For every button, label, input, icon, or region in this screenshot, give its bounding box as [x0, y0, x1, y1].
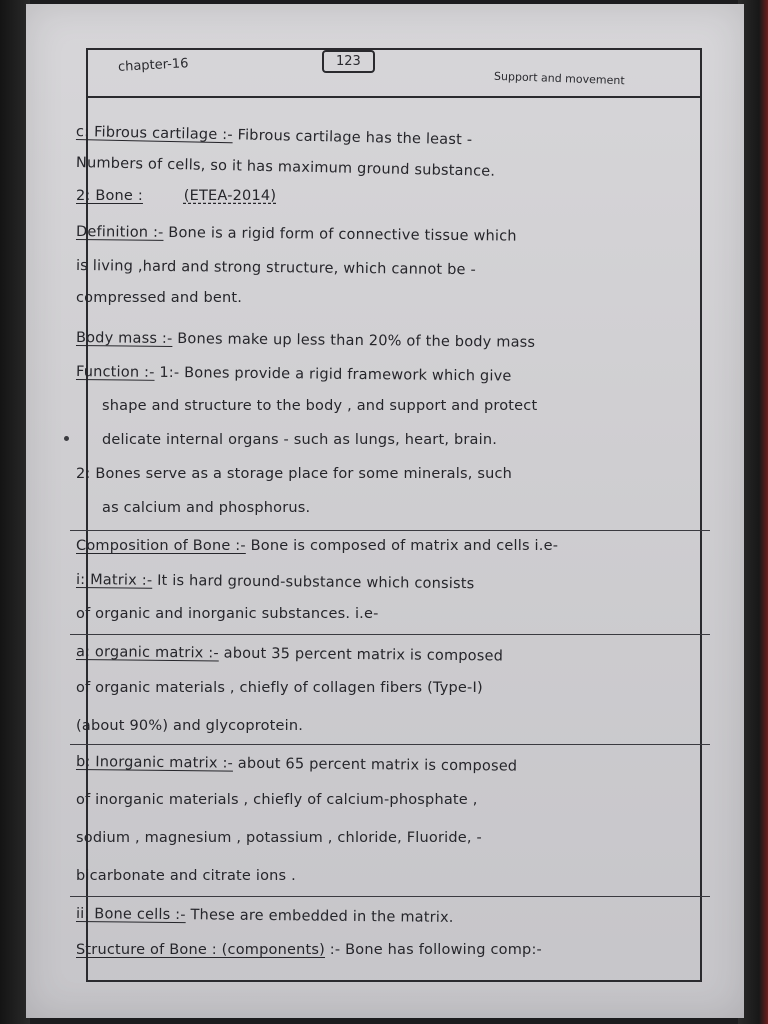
line-text: is living ,hard and strong structure, which cannot be - — [75, 258, 477, 279]
heading-definition: Definition :- — [75, 224, 164, 241]
note-line — [76, 398, 742, 414]
line-text: (about 90%) and glycoprotein. — [76, 718, 304, 734]
note-line — [76, 718, 716, 734]
note-line-structure — [76, 942, 716, 958]
line-text: Bones make up less than 20% of the body mass — [172, 331, 536, 351]
line-text: about 35 percent matrix is composed — [218, 645, 504, 665]
line-text: These are embedded in the matrix. — [185, 907, 454, 926]
note-line — [76, 792, 716, 808]
line-text: It is hard ground-substance which consists — [152, 572, 475, 593]
line-text: about 65 percent matrix is composed — [232, 755, 518, 775]
line-text: shape and structure to the body , and support and protect — [102, 398, 538, 414]
heading-matrix: i: Matrix :- — [75, 572, 153, 589]
line-text: of organic materials , chiefly of collagen fibers (Type-I) — [76, 680, 483, 696]
section-divider — [70, 634, 710, 635]
line-text: sodium , magnesium , potassium , chloride, Fluoride, - — [76, 830, 482, 846]
heading-function: Function :- — [75, 364, 155, 381]
line-text: as calcium and phosphorus. — [102, 500, 311, 516]
note-line — [76, 680, 716, 696]
heading-organic-matrix: a: organic matrix :- — [75, 644, 219, 662]
note-line — [76, 466, 716, 482]
note-line — [76, 868, 716, 884]
line-text: compressed and bent. — [76, 290, 243, 306]
heading-body-mass: Body mass :- — [75, 330, 173, 348]
line-text: bicarbonate and citrate ions . — [76, 868, 296, 884]
note-line — [76, 606, 716, 622]
note-line — [76, 500, 742, 516]
note-line-bone-heading — [76, 188, 716, 204]
section-divider — [70, 744, 710, 745]
page-number: 123 — [322, 50, 375, 73]
heading-structure-of-bone: Structure of Bone : (components) — [76, 942, 325, 958]
section-divider — [70, 896, 710, 897]
ink-dot — [64, 436, 69, 441]
heading-inorganic-matrix: b: Inorganic matrix :- — [75, 754, 234, 772]
note-line — [76, 290, 716, 306]
line-text: Bone is composed of matrix and cells i.e- — [245, 538, 559, 554]
line-text: of inorganic materials , chiefly of calcium-phosphate , — [76, 792, 478, 808]
heading-bone-cells: ii: Bone cells :- — [75, 906, 186, 924]
line-text: :- Bone has following comp:- — [324, 942, 542, 958]
heading-composition-of-bone: Composition of Bone :- — [76, 538, 246, 554]
section-divider — [70, 530, 710, 531]
line-text: of organic and inorganic substances. i.e- — [76, 606, 379, 622]
line-text: delicate internal organs - such as lungs, heart, brain. — [102, 432, 498, 448]
exam-reference: (ETEA-2014) — [183, 188, 277, 204]
line-text: Bone is a rigid form of connective tissue which — [163, 224, 517, 245]
line-text: Numbers of cells, so it has maximum ground substance. — [75, 155, 496, 180]
heading-bone: 2: Bone : — [76, 188, 143, 204]
note-line-composition — [76, 538, 716, 554]
chapter-label: chapter-16 — [117, 56, 189, 75]
heading-fibrous-cartilage: c: Fibrous cartilage :- — [75, 124, 233, 144]
line-text: Fibrous cartilage has the least - — [232, 127, 473, 149]
note-line — [76, 432, 742, 448]
note-line — [76, 830, 716, 846]
line-text: 2: Bones serve as a storage place for some minerals, such — [76, 466, 513, 482]
subject-label: Support and movement — [493, 69, 625, 88]
header-divider — [86, 96, 702, 98]
line-text: 1:- Bones provide a rigid framework which give — [154, 364, 512, 385]
